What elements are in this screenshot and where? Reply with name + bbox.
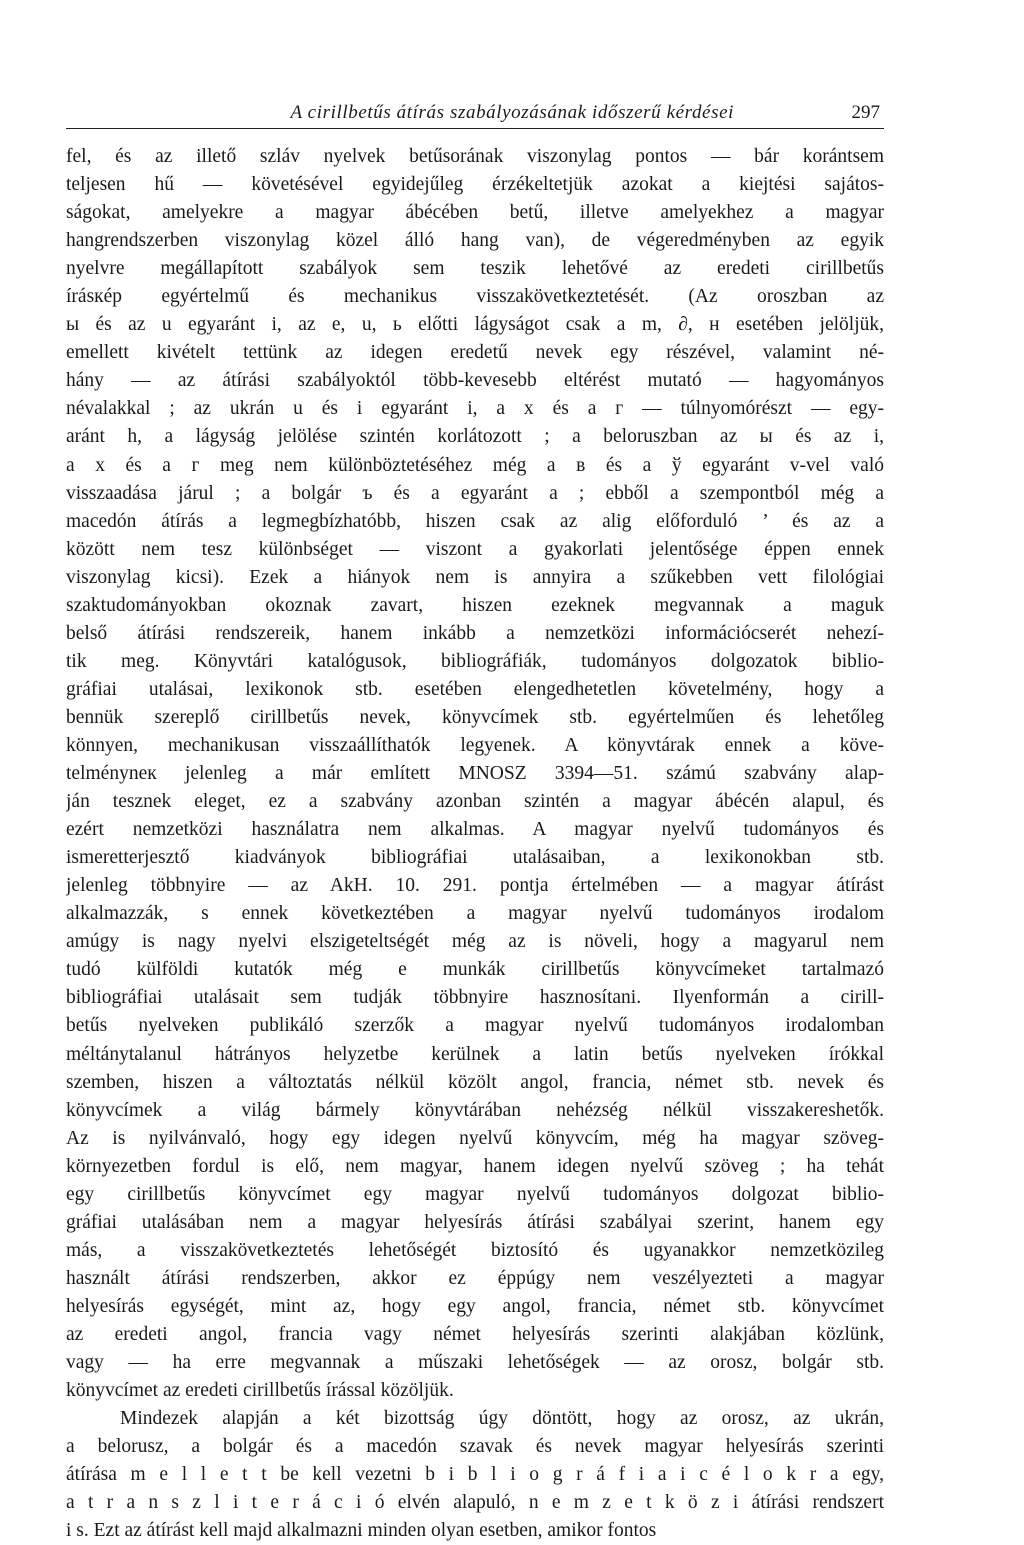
text-line: gráfiai utalásában nem a magyar helyesírás átírási szabályai szerint, hanem egy	[66, 1211, 884, 1233]
body-text	[66, 143, 884, 1545]
text-line: szaktudományokban okoznak zavart, hiszen ezeknek megvannak a maguk	[66, 594, 884, 616]
text-line: nyelvre megállapított szabályok sem teszik lehetővé az eredeti cirillbetűs	[66, 258, 884, 280]
document-page	[66, 88, 884, 1545]
text-line: ezért nemzetközi használatra nem alkalmas. A magyar nyelvű tudományos és	[66, 819, 884, 841]
text-line: macedón átírás a legmegbízhatóbb, hiszen csak az alig előforduló ’ és az a	[66, 510, 884, 532]
text-line: helyesírás egységét, mint az, hogy egy angol, francia, német stb. könyvcímet	[66, 1295, 884, 1317]
text-line: alkalmazzák, s ennek következtében a magyar nyelvű tudományos irodalom	[66, 903, 884, 925]
text-line: szemben, hiszen a változtatás nélkül közölt angol, francia, német stb. nevek és	[66, 1071, 884, 1093]
text-line: átírása m e l l e t t be kell vezetni b i b l i o g r á f i a i c é l o k r a egy,	[66, 1464, 884, 1486]
text-line: vagy — ha erre megvannak a műszaki lehetőségek — az orosz, bolgár stb.	[66, 1352, 884, 1374]
text-line: tudó külföldi kutatók még e munkák cirillbetűs könyvcímeket tartalmazó	[66, 959, 884, 981]
text-line: Mindezek alapján a két bizottság úgy döntött, hogy az orosz, az ukrán,	[120, 1408, 884, 1430]
text-line: egy cirillbetűs könyvcímet egy magyar nyelvű tudományos dolgozat biblio-	[66, 1183, 884, 1205]
text-line: ságokat, amelyekre a magyar ábécében betű, illetve amelyekhez a magyar	[66, 202, 884, 224]
text-line: ы és az u egyaránt i, az e, u, ь előtti lágyságot csak a m, ∂, н esetében jelöljük,	[66, 314, 884, 336]
text-line: környezetben fordul is elő, nem magyar, hanem idegen nyelvű szöveg ; ha tehát	[66, 1155, 884, 1177]
text-line: bibliográfiai utalásait sem tudják többnyire hasznosítani. Ilyenformán a cirill-	[66, 987, 884, 1009]
text-line: az eredeti angol, francia vagy német helyesírás szerinti alakjában közlünk,	[66, 1323, 884, 1345]
text-line: írásкép egyértelmű és mechanikus visszakövetkeztetését. (Az oroszban az	[66, 286, 884, 308]
text-line: a x és a г meg nem különböztetéséhez még a в és a ў egyaránt v-vel való	[66, 454, 884, 476]
text-line: gráfiai utalásai, lexikonok stb. esetében elengedhetetlen követelmény, hogy a	[66, 678, 884, 700]
text-line: könnyen, mechanikusan visszaállíthatók legyenek. A könyvtárak ennek a köve-	[66, 734, 884, 756]
text-line: aránt h, a lágyság jelölése szintén korlátozott ; a beloruszban az ы és az i,	[66, 426, 884, 448]
page-number: 297	[851, 102, 880, 123]
text-line: emellett kivételt tettünk az idegen eredetű nevek egy részével, valamint né-	[66, 342, 884, 364]
text-line: más, a visszakövetkeztetés lehetőségét biztosító és ugyanakkor nemzetközileg	[66, 1239, 884, 1261]
text-line: belső átírási rendszereik, hanem inkább a nemzetközi információcserét nehezí-	[66, 622, 884, 644]
text-line: betűs nyelveken publikáló szerzők a magyar nyelvű tudományos irodalomban	[66, 1015, 884, 1037]
text-line: hány — az átírási szabályoktól több-kevesebb eltérést mutató — hagyományos	[66, 370, 884, 392]
text-line: teljesen hű — követésével egyidejűleg érzékeltetjük azokat a kiejtési sajátos-	[66, 174, 884, 196]
text-line: a belorusz, a bolgár és a macedón szavak és nevek magyar helyesírás szerinti	[66, 1436, 884, 1458]
text-line: viszonylag kicsi). Ezek a hiányok nem is annyira a szűkebben vett filológiai	[66, 566, 884, 588]
text-line: tik meg. Könyvtári katalógusok, bibliográfiák, tudományos dolgozatok biblio-	[66, 650, 884, 672]
text-line: használt átírási rendszerben, akkor ez éppúgy nem veszélyezteti a magyar	[66, 1267, 884, 1289]
text-line: Az is nyilvánvaló, hogy egy idegen nyelvű könyvcím, még ha magyar szöveg-	[66, 1127, 884, 1149]
text-line: ján tesznek eleget, ez a szabvány azonban szintén a magyar ábécén alapul, és	[66, 791, 884, 813]
text-line: visszaadása járul ; a bolgár ъ és a egyaránt a ; ebből a szempontból még a	[66, 482, 884, 504]
text-line: amúgy is nagy nyelvi elszigeteltségét még az is növeli, hogy a magyarul nem	[66, 931, 884, 953]
text-line: névalakkal ; az ukrán u és i egyaránt i, a x és a г — túlnyomórészt — egy-	[66, 398, 884, 420]
text-line: bennük szereplő cirillbetűs nevek, könyvcímek stb. egyértelműen és lehetőleg	[66, 706, 884, 728]
text-line: között nem tesz különbséget — viszont a gyakorlati jelentősége éppen ennek	[66, 538, 884, 560]
text-line: fel, és az illető szláv nyelvek betűsorának viszonylag pontos — bár korántsem	[66, 146, 884, 167]
paragraph	[66, 1405, 884, 1545]
text-line: könyvcímek a világ bármely könyvtárában nehézség nélkül visszakereshetők.	[66, 1099, 884, 1121]
text-line: jelenleg többnyire — az AkH. 10. 291. pontja értelmében — a magyar átírást	[66, 875, 884, 897]
running-title: A cirillbetűs átírás szabályozásának időszerű kérdései	[290, 102, 734, 123]
text-line: telményneк jelenleg a már említett MNOSZ 3394—51. számú szabvány alap-	[66, 763, 884, 785]
text-line: könyvcímet az eredeti cirillbetűs írással közöljük.	[66, 1380, 454, 1402]
text-line: méltánytalanul hátrányos helyzetbe kerülnek a latin betűs nyelveken írókkal	[66, 1043, 884, 1065]
text-line: hangrendszerben viszonylag közel álló hang van), de végeredményben az egyik	[66, 230, 884, 252]
text-line: ismeretterjesztő kiadványok bibliográfiai utalásaiban, a lexikonokban stb.	[66, 847, 884, 869]
text-line: a t r a n s z l i t e r á c i ó elvén alapuló, n e m z e t k ö z i átírási rendszert	[66, 1492, 884, 1514]
paragraph	[66, 143, 884, 1405]
text-line: i s. Ezt az átírást kell majd alkalmazni minden olyan esetben, amikor fontos	[66, 1520, 657, 1542]
running-header	[66, 88, 884, 129]
